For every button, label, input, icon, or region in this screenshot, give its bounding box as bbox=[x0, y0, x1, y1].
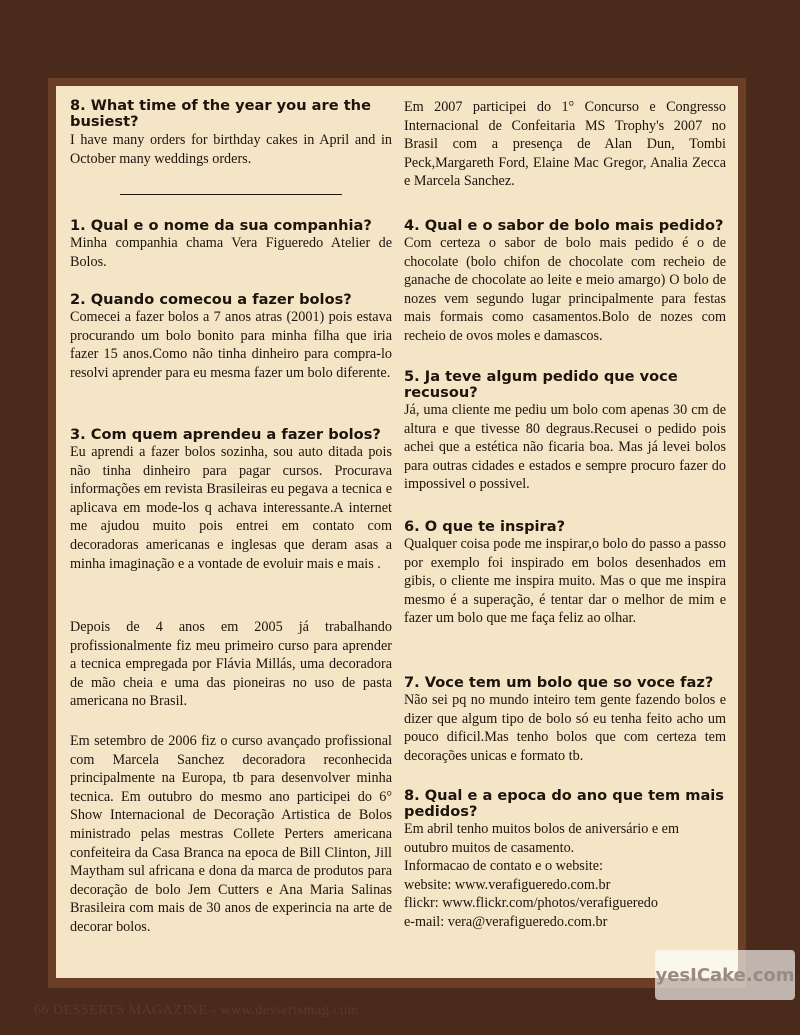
question-title: 8. What time of the year you are the busiest? bbox=[70, 97, 371, 130]
question-answer: Em abril tenho muitos bolos de aniversário e em outubro muitos de casamento. bbox=[404, 821, 680, 856]
question-answer: Eu aprendi a fazer bolos sozinha, sou auto ditada pois não tinha dinheiro para pagar cursos. Procurava informações em revista Brasileiras eu pegava a tecnica e aplicava em mode-los q achava interessante.A internet me ajudou muito pois entrei em contato com decoradoras americanas e inglesas que deram asas a minha imaginação e a vontade de evoluir mais e mais . bbox=[70, 444, 392, 572]
question-title: 3. Com quem aprendeu a fazer bolos? bbox=[70, 426, 381, 443]
divider bbox=[120, 194, 342, 195]
question-title: 8. Qual e a epoca do ano que tem mais pedidos? bbox=[404, 787, 724, 820]
question-7 bbox=[404, 675, 726, 765]
paragraph: Em 2007 participei do 1° Concurso e Congresso Internacional de Confeitaria MS Trophy's 2007 no Brasil com a presença de Alan Dun, Tombi Peck,Margareth Ford, Elaine Mac Gregor, Analia Zecca e Marcela Sanchez. bbox=[404, 99, 726, 190]
question-title: 2. Quando comecou a fazer bolos? bbox=[70, 291, 352, 308]
watermark-logo: yesICake.com bbox=[655, 950, 795, 1000]
question-answer: Minha companhia chama Vera Figueredo Atelier de Bolos. bbox=[70, 235, 392, 270]
email-link[interactable]: e-mail: vera@verafigueredo.com.br bbox=[404, 913, 608, 930]
question-3 bbox=[70, 427, 392, 573]
question-2 bbox=[70, 292, 392, 382]
question-5 bbox=[404, 369, 726, 494]
magazine-footer: 66 DESSERTS MAGAZINE - www.dessertsmag.com bbox=[34, 1003, 359, 1018]
flickr-link[interactable]: flickr: www.flickr.com/photos/verafigueredo bbox=[404, 895, 658, 912]
paragraph: Depois de 4 anos em 2005 já trabalhando profissionalmente fiz meu primeiro curso para aprender a tecnica empregada por Flávia Millás, uma decoradora de mão cheia e uma das pioneiras no uso de pasta americana no Brasil. bbox=[70, 619, 392, 710]
question-answer: Já, uma cliente me pediu um bolo com apenas 30 cm de altura e que tivesse 80 degraus.Recusei o pedido pois achei que a estética não ficaria boa. Mas já levei bolos para outras cidades e estados e sempre procuro fazer do impossivel o possivel. bbox=[404, 402, 726, 493]
paragraph-2005 bbox=[70, 618, 392, 711]
contact-heading: Informacao de contato e o website: bbox=[404, 858, 603, 875]
question-answer: Qualquer coisa pode me inspirar,o bolo do passo a passo por exemplo foi inspirado em bolos desenhados em gibis, o cliente me inspira muito. Mas o que me inspira mesmo é a superação, é tentar dar o melhor de mim e fazer um bolo que me faça feliz ao olhar. bbox=[404, 536, 726, 627]
question-title: 5. Ja teve algum pedido que voce recusou? bbox=[404, 368, 678, 401]
question-4 bbox=[404, 218, 726, 346]
question-title: 6. O que te inspira? bbox=[404, 518, 566, 535]
question-title: 4. Qual e o sabor de bolo mais pedido? bbox=[404, 217, 724, 234]
question-answer: Não sei pq no mundo inteiro tem gente fazendo bolos e dizer que algum tipo de bolo só eu tenha feito acho um pouco dificil.Mas tenho bolos que com certeza tem decorações unicas e formato tb. bbox=[404, 692, 726, 764]
paragraph-2006 bbox=[70, 732, 392, 937]
article-panel bbox=[56, 86, 738, 978]
question-1 bbox=[70, 218, 392, 271]
question-title: 7. Voce tem um bolo que so voce faz? bbox=[404, 674, 714, 691]
question-8 bbox=[404, 788, 726, 932]
question-answer: Com certeza o sabor de bolo mais pedido é o de chocolate (bolo chifon de chocolate com recheio de ganache de chocolate ao leite e meio amargo) O bolo de nozes vem segundo lugar principalmente para festas mais formais como casamentos.Bolo de nozes com recheio de ovos moles e damascos. bbox=[404, 235, 726, 344]
question-6 bbox=[404, 519, 726, 628]
question-answer: Comecei a fazer bolos a 7 anos atras (2001) pois estava procurando um bolo bonito para minha filha que iria fazer 15 anos.Como não tinha dinheiro para compra-lo resolvi aprender para eu mesma fazer um bolo diferente. bbox=[70, 309, 392, 381]
website-link[interactable]: website: www.verafigueredo.com.br bbox=[404, 876, 611, 893]
paragraph-2007 bbox=[404, 98, 726, 191]
paragraph: Em setembro de 2006 fiz o curso avançado profissional com Marcela Sanchez decoradora reconhecida principalmente na Europa, tb para desenvolver minha tecnica. Em outubro do mesmo ano participei do 6° Show Internacional de Decoração Artistica de Bolos ministrado pelas mestras Collete Perters americana confeiteira da Casa Branca na epoca de Bill Clinton, Jill Maytham sul africana e dona da marca de produtos para decoração de bolo Jem Cutters e Ana Maria Salinas Brasileira com mais de 30 anos de experincia na arte de decorar bolos. bbox=[70, 733, 392, 935]
question-8-en bbox=[70, 98, 392, 168]
question-title: 1. Qual e o nome da sua companhia? bbox=[70, 217, 372, 234]
question-answer: I have many orders for birthday cakes in April and in October many weddings orders. bbox=[70, 132, 392, 167]
